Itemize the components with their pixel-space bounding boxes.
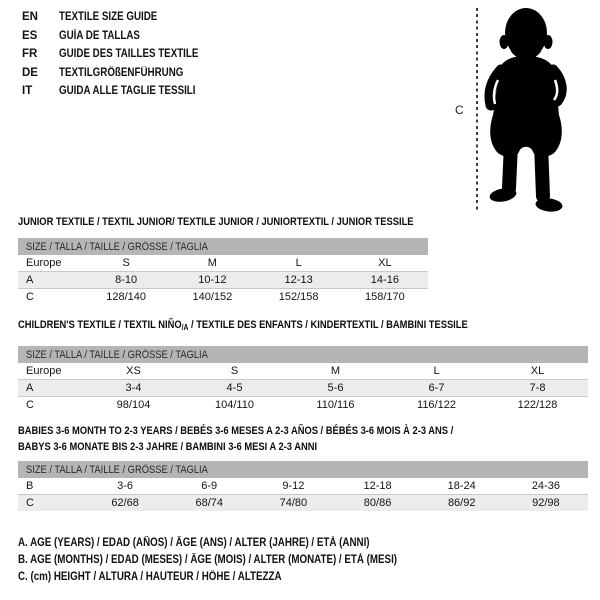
height-label-c: C <box>455 103 464 117</box>
cell: M <box>207 257 217 269</box>
size-header-cell <box>18 461 588 478</box>
table-row-c <box>18 289 428 306</box>
lang-title: GUIDE DES TAILLES TEXTILE <box>59 48 199 60</box>
row-label: Europe <box>26 365 62 377</box>
row-label: B <box>26 480 34 492</box>
cell: 10-12 <box>169 272 255 289</box>
cell: 128/140 <box>83 289 169 306</box>
table-row-c <box>18 495 588 512</box>
cell: 86/92 <box>420 495 504 512</box>
children-section-title: CHILDREN'S TEXTILE / TEXTIL $NIÑO_{/A}$ / TEXTILE DES ENFANTS / KINDERTEXTIL / BAMBINI TESSILE <box>18 319 468 332</box>
lang-code: IT <box>22 85 33 97</box>
lang-code: EN <box>22 11 38 23</box>
cell: 80/86 <box>335 495 419 512</box>
cell: 4-5 <box>184 380 285 397</box>
title-subscript: /A <box>181 323 189 332</box>
cell: 5-6 <box>285 380 386 397</box>
babies-section-title: BABIES 3-6 MONTH TO 2-3 YEARS / BEBÉS 3-6 MESES A 2-3 AÑOS / BÉBÉS 3-6 MOIS À 2-3 ANS / BABYS 3-6 MONATE BIS 2-3 JAHRE / BAMBINI 3-6 MESI A 2-3 ANNI <box>18 425 454 453</box>
cell: 12-18 <box>363 480 392 492</box>
cell: L <box>295 257 302 269</box>
cell: 92/98 <box>504 495 588 512</box>
table-row-b <box>18 478 588 495</box>
row-label: Europe <box>26 257 62 269</box>
cell: 6-7 <box>386 380 487 397</box>
note-c: C. (cm) HEIGHT / ALTURA / HAUTEUR / HÖHE / ALTEZZA <box>18 571 282 584</box>
cell: 14-16 <box>342 272 428 289</box>
babies-size-table <box>18 461 588 511</box>
table-row-europe <box>18 363 588 380</box>
junior-section-title: JUNIOR TEXTILE / TEXTIL JUNIOR/ TEXTILE JUNIOR / JUNIORTEXTIL / JUNIOR TESSILE <box>18 216 414 228</box>
cell: 3-6 <box>117 480 134 492</box>
cell: XL <box>530 365 545 377</box>
table-row-a <box>18 272 428 289</box>
lang-row-en <box>22 8 223 27</box>
cell: 6-9 <box>201 480 218 492</box>
cell: XS <box>126 365 141 377</box>
lang-code: FR <box>22 48 38 60</box>
cell: 140/152 <box>169 289 255 306</box>
cell: 24-36 <box>531 480 560 492</box>
cell: 74/80 <box>251 495 335 512</box>
cell: 68/74 <box>167 495 251 512</box>
lang-code: DE <box>22 66 38 79</box>
table-row-a <box>18 380 588 397</box>
lang-row-fr <box>22 45 223 64</box>
size-header-label: SIZE / TALLA / TAILLE / GRÖSSE / TAGLIA <box>26 240 208 253</box>
size-header-row <box>18 461 588 478</box>
cell: S <box>230 365 239 377</box>
lang-title: GUÍA DE TALLAS <box>59 29 140 42</box>
junior-size-table <box>18 238 428 305</box>
lang-row-it <box>22 82 223 101</box>
size-header-label: SIZE / TALLA / TAILLE / GRÖSSE / TAGLIA <box>26 348 208 361</box>
row-label: C <box>18 495 83 512</box>
cell: 116/122 <box>386 397 487 414</box>
lang-row-de <box>22 64 223 83</box>
legend-notes <box>18 535 464 587</box>
cell: 122/128 <box>487 397 588 414</box>
cell: 110/116 <box>285 397 386 414</box>
cell: 3-4 <box>83 380 184 397</box>
row-label: A <box>18 380 83 397</box>
cell: L <box>433 365 440 377</box>
cell: 8-10 <box>83 272 169 289</box>
lang-title: GUIDA ALLE TAGLIE TESSILI <box>59 85 196 97</box>
note-a: A. AGE (YEARS) / EDAD (AÑOS) / ÂGE (ANS) / ALTER (JAHRE) / ETÀ (ANNI) <box>18 537 370 549</box>
cell: 18-24 <box>447 480 476 492</box>
lang-code: ES <box>22 29 38 42</box>
cell: 98/104 <box>83 397 184 414</box>
cell: M <box>330 365 341 377</box>
table-row-c <box>18 397 588 414</box>
size-header-label: SIZE / TALLA / TAILLE / GRÖSSE / TAGLIA <box>26 463 208 476</box>
lang-title: TEXTILGRÖßENFÜHRUNG <box>59 66 184 79</box>
size-header-row <box>18 346 588 363</box>
note-b: B. AGE (MONTHS) / EDAD (MESES) / ÂGE (MOIS) / ALTER (MONATE) / ETÀ (MESI) <box>18 554 398 567</box>
cell: XL <box>378 257 392 269</box>
size-header-cell <box>18 346 588 363</box>
lang-row-es <box>22 27 223 46</box>
size-header-cell <box>18 238 428 255</box>
row-label: A <box>18 272 83 289</box>
size-header-row <box>18 238 428 255</box>
cell: 7-8 <box>487 380 588 397</box>
cell: 9-12 <box>282 480 305 492</box>
children-size-table <box>18 346 588 413</box>
cell: 12-13 <box>256 272 342 289</box>
baby-silhouette-figure <box>478 6 580 216</box>
cell: 104/110 <box>184 397 285 414</box>
row-label: C <box>18 397 83 414</box>
lang-title: TEXTILE SIZE GUIDE <box>59 11 158 23</box>
cell: S <box>122 257 130 269</box>
language-title-block <box>22 8 223 101</box>
table-row-europe <box>18 255 428 272</box>
cell: 152/158 <box>256 289 342 306</box>
row-label: C <box>18 289 83 306</box>
cell: 62/68 <box>83 495 167 512</box>
cell: 158/170 <box>342 289 428 306</box>
